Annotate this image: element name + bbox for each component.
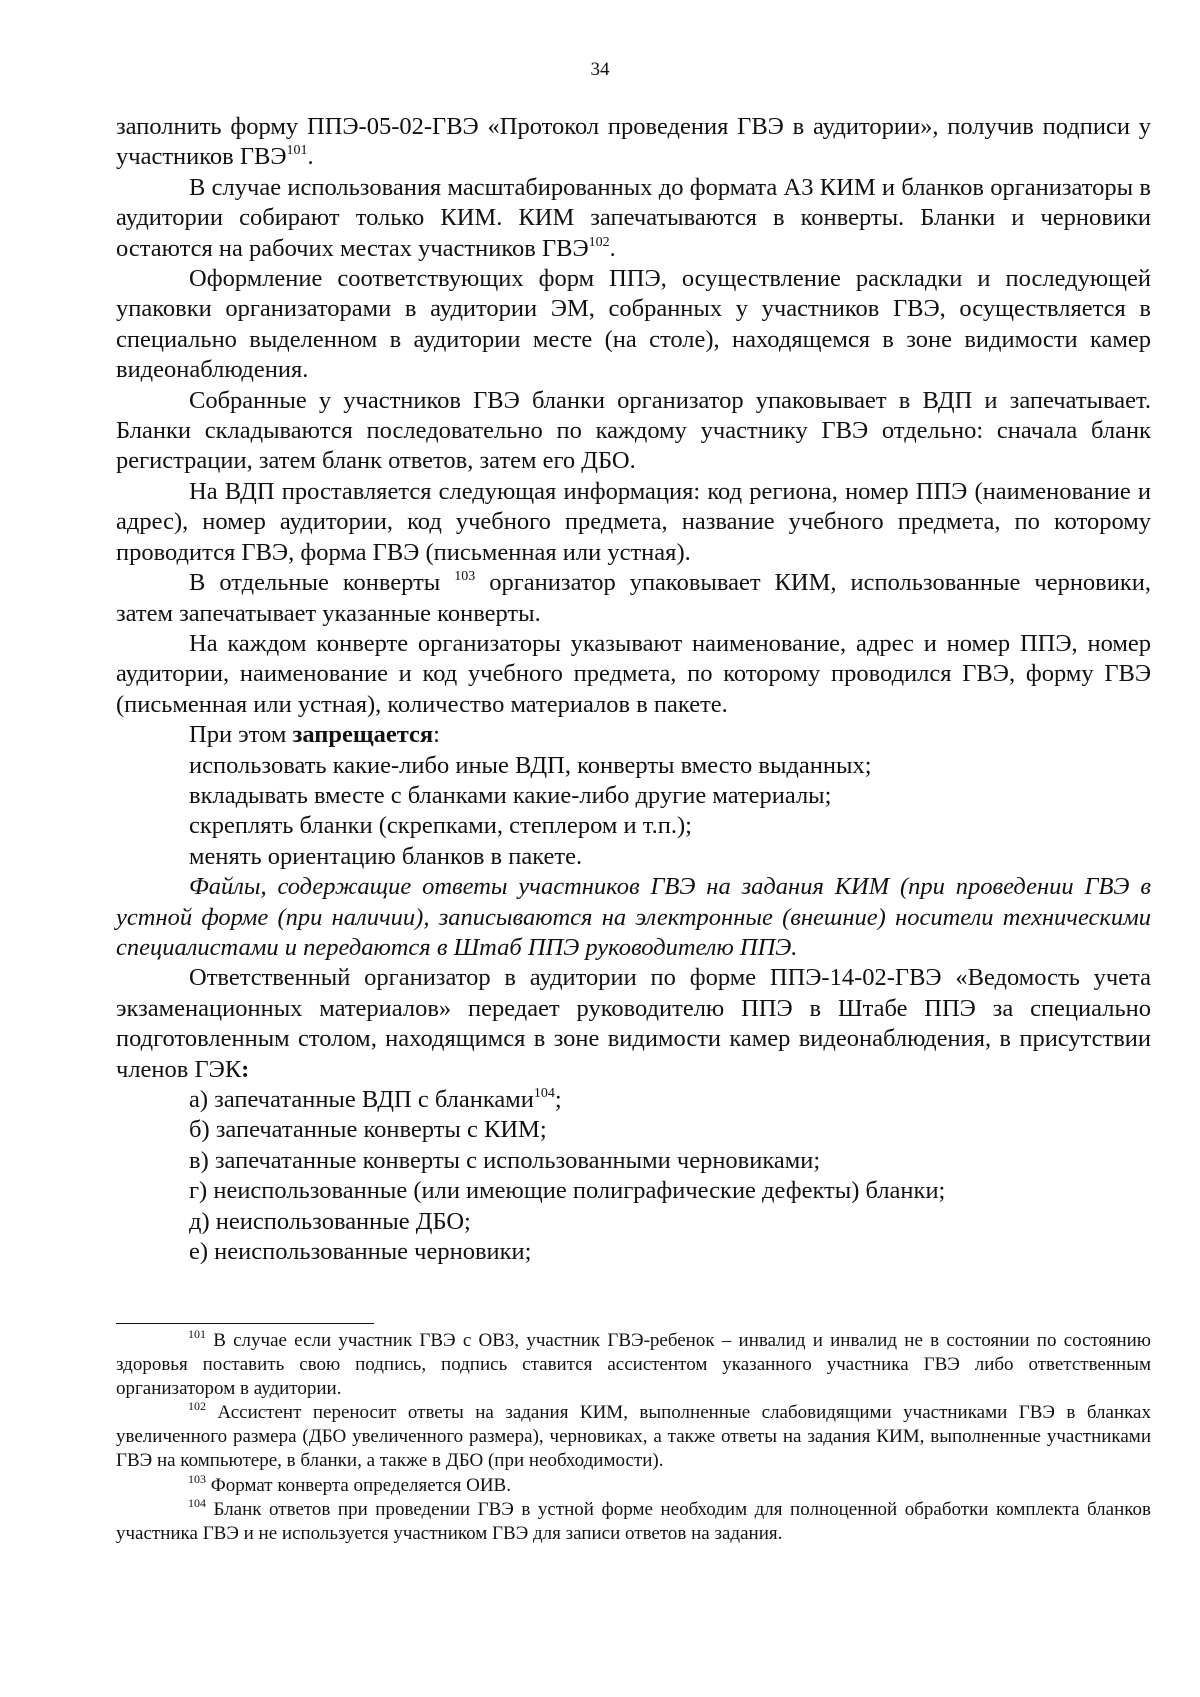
footnote-separator [116, 1323, 374, 1324]
handover-item: в) запечатанные конверты с использованными черновиками; [189, 1146, 821, 1174]
paragraph-handover [116, 963, 1151, 1085]
handover-item: е) неиспользованные черновики; [189, 1238, 532, 1266]
paragraph-text: организатор упаковывает КИМ, использованные черновики, затем запечатывает указанные конверты. [116, 569, 1152, 627]
page-number: 34 [590, 59, 610, 80]
footnote-number: 103 [188, 1471, 206, 1486]
handover-item: г) неиспользованные (или имеющие полиграфические дефекты) бланки; [189, 1177, 946, 1205]
footnotes [116, 1329, 1151, 1546]
footnote-103 [116, 1471, 1151, 1498]
footnote-number: 104 [188, 1495, 206, 1510]
paragraph-end: . [307, 143, 314, 171]
footnote-ref-103[interactable]: 103 [454, 569, 476, 585]
paragraph-envelope-labels: На каждом конверте организаторы указывают наименование, адрес и номер ППЭ, номер аудитории, наименование и код учебного предмета, по которому проводился ГВЭ, форму ГВЭ (письменная или устная), количество материалов в пакете. [116, 629, 1151, 718]
footnote-text: В случае если участник ГВЭ с ОВЗ, участник ГВЭ-ребенок – инвалид и инвалид не в состоянии по состоянию здоровья поставить свою подпись, подпись ставится ассистентом указанного участника ГВЭ либо ответственным организатором в аудитории. [116, 1330, 1151, 1400]
footnote-102 [116, 1401, 1151, 1473]
paragraph-packing-place: Оформление соответствующих форм ППЭ, осуществление раскладки и последующей упаковки организаторами в аудитории ЭМ, собранных у участников ГВЭ, осуществляется в специально выделенном в аудитории месте (на столе), находящемся в зоне видимости камер видеонаблюдения. [116, 265, 1151, 384]
paragraph-blanks-packing: Собранные у участников ГВЭ бланки организатор упаковывает в ВДП и запечатывает. Бланки складываются последовательно по каждому участнику ГВЭ отдельно: сначала бланк регистрации, затем бланк ответов, затем его ДБО. [116, 386, 1151, 475]
footnote-104 [116, 1495, 1151, 1546]
footnote-ref-104[interactable]: 104 [533, 1086, 555, 1101]
paragraph-text: В отдельные конверты [189, 569, 441, 597]
paragraph-text: заполнить форму ППЭ-05-02-ГВЭ «Протокол проведения ГВЭ в аудитории», получив подписи у участников ГВЭ [116, 113, 1151, 171]
paragraph-envelopes [116, 568, 1151, 629]
handover-item [116, 1085, 1151, 1115]
footnote-text: Бланк ответов при проведении ГВЭ в устной форме необходим для полноценной обработки комплекта бланков участника ГВЭ и не используется участником ГВЭ для записи ответов на задания. [116, 1498, 1151, 1544]
paragraph-text: Ответственный организатор в аудитории по форме ППЭ-14-02-ГВЭ «Ведомость учета экзаменационных материалов» передает руководителю ППЭ в Штабе ППЭ за специально подготовленным столом, находящимся в зоне видимости камер видеонаблюдения, в присутствии членов ГЭК [116, 964, 1151, 1083]
paragraph-oral-files: Файлы, содержащие ответы участников ГВЭ на задания КИМ (при проведении ГВЭ в устной форме (при наличии), записываются на электронные (внешние) носители техническими специалистами и передаются в Штаб ППЭ руководителю ППЭ. [116, 873, 1151, 961]
footnote-text: Формат конверта определяется ОИВ. [206, 1474, 511, 1496]
paragraph-text: При этом [189, 721, 293, 749]
handover-item-text: а) запечатанные ВДП с бланками [189, 1086, 534, 1113]
paragraph-text: В случае использования масштабированных до формата А3 КИМ и бланков организаторы в аудитории собирают только КИМ. КИМ запечатываются в конверты. Бланки и черновики остаются на рабочих местах участников ГВЭ [116, 173, 1151, 262]
paragraph-colon: : [241, 1055, 250, 1083]
prohibition-item: использовать какие-либо иные ВДП, конверты вместо выданных; [189, 751, 872, 779]
footnote-number: 102 [188, 1399, 206, 1414]
paragraph-prohibited-intro [116, 720, 1151, 750]
prohibition-item: менять ориентацию бланков в пакете. [189, 842, 583, 870]
handover-item: д) неиспользованные ДБО; [189, 1207, 471, 1235]
handover-item-end: ; [554, 1086, 562, 1113]
handover-item: б) запечатанные конверты с КИМ; [189, 1116, 547, 1144]
paragraph-fill-protocol-form [116, 112, 1151, 173]
footnote-ref-102[interactable]: 102 [588, 234, 610, 250]
footnote-number: 101 [188, 1327, 206, 1341]
prohibition-item: скреплять бланки (скрепками, степлером и т.п.); [189, 812, 692, 840]
footnote-text: Ассистент переносит ответы на задания КИМ, выполненные слабовидящими участниками ГВЭ в бланках увеличенного размера (ДБО увеличенного размера), черновиках, а также ответы на задания КИМ, выполненные участниками ГВЭ на компьютере, в бланки, а также в ДБО (при необходимости). [116, 1402, 1151, 1472]
body-text [116, 112, 1151, 1267]
footnote-ref-101[interactable]: 101 [286, 143, 308, 159]
paragraph-end: . [609, 234, 616, 262]
prohibited-keyword: запрещается [292, 721, 434, 749]
footnote-101 [116, 1329, 1151, 1401]
paragraph-end: : [433, 721, 440, 749]
prohibition-item: вкладывать вместе с бланками какие-либо другие материалы; [189, 781, 832, 809]
paragraph-scaled-a3 [116, 173, 1151, 264]
paragraph-vdp-info: На ВДП проставляется следующая информация: код региона, номер ППЭ (наименование и адрес), номер аудитории, код учебного предмета, название учебного предмета, по которому проводится ГВЭ, форма ГВЭ (письменная или устная). [116, 477, 1151, 566]
